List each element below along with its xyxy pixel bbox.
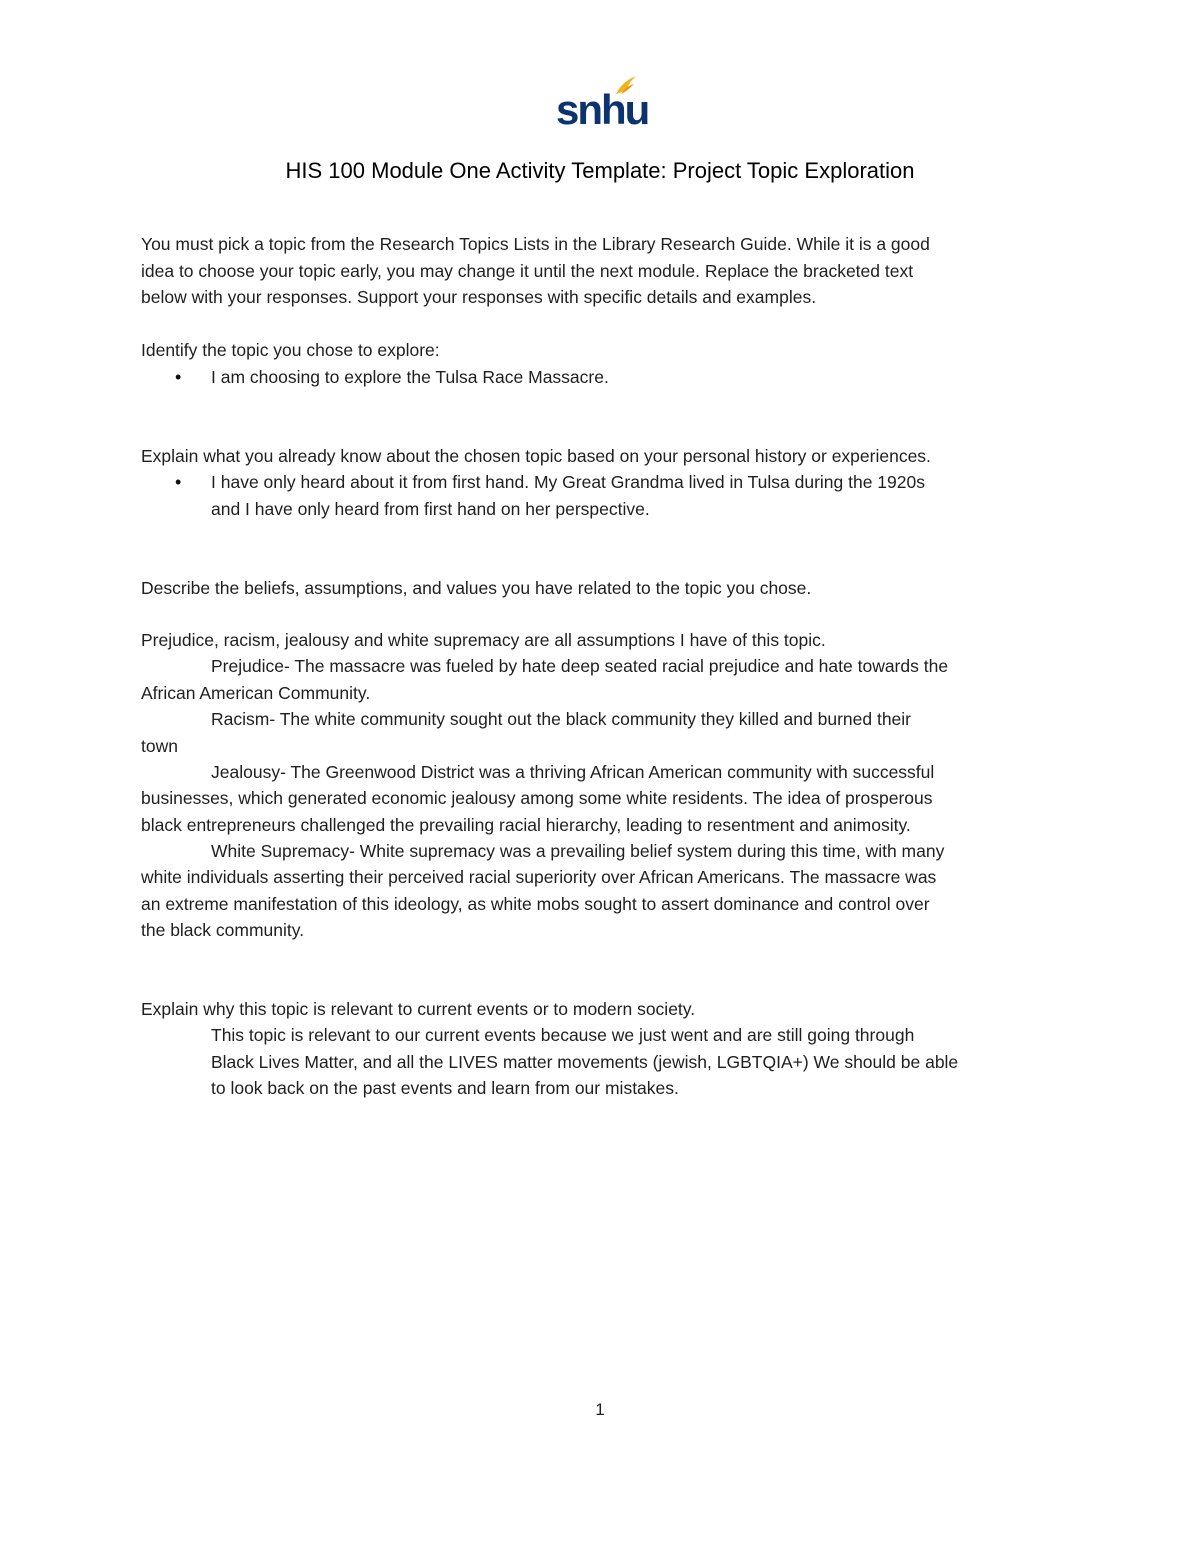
snhu-logo (556, 74, 649, 134)
answer-line: Racism- The white community sought out the black community they killed and burned their (211, 709, 912, 729)
answer-bullet: I am choosing to explore the Tulsa Race Massacre. (211, 367, 609, 387)
answer-line: I have only heard about it from first hand. My Great Grandma lived in Tulsa during the 1920s (211, 472, 925, 492)
answer-line: the black community. (141, 920, 305, 940)
answer-line: Black Lives Matter, and all the LIVES matter movements (jewish, LGBTQIA+) We should be able (211, 1052, 959, 1072)
question-prompt: Explain why this topic is relevant to current events or to modern society. (141, 999, 696, 1019)
question-prompt: Describe the beliefs, assumptions, and values you have related to the topic you chose. (141, 578, 812, 598)
logo-text: snhu (556, 86, 649, 133)
answer-line: black entrepreneurs challenged the prevailing racial hierarchy, leading to resentment and animosity. (141, 815, 911, 835)
question-prompt: Explain what you already know about the chosen topic based on your personal history or experiences. (141, 446, 931, 466)
bullet-icon: • (175, 367, 182, 387)
answer-line: to look back on the past events and learn from our mistakes. (211, 1078, 679, 1098)
answer-line: town (141, 736, 178, 756)
answer-line: African American Community. (141, 683, 371, 703)
answer-line: businesses, which generated economic jealousy among some white residents. The idea of prosperous (141, 788, 933, 808)
question-prompt: Identify the topic you chose to explore: (141, 340, 440, 360)
bullet-icon: • (175, 472, 182, 492)
answer-line: White Supremacy- White supremacy was a prevailing belief system during this time, with many (211, 841, 945, 861)
answer-intro: Prejudice, racism, jealousy and white supremacy are all assumptions I have of this topic. (141, 630, 826, 650)
answer-line: an extreme manifestation of this ideology, as white mobs sought to assert dominance and control over (141, 894, 930, 914)
intro-line: You must pick a topic from the Research Topics Lists in the Library Research Guide. While it is a good (141, 234, 930, 254)
intro-line: below with your responses. Support your responses with specific details and examples. (141, 287, 817, 307)
page-number: 1 (595, 1400, 605, 1419)
answer-line: Prejudice- The massacre was fueled by hate deep seated racial prejudice and hate towards the (211, 656, 949, 676)
answer-line: Jealousy- The Greenwood District was a thriving African American community with successful (211, 762, 935, 782)
intro-line: idea to choose your topic early, you may change it until the next module. Replace the bracketed text (141, 261, 914, 281)
page-title: HIS 100 Module One Activity Template: Project Topic Exploration (285, 158, 915, 183)
answer-line: This topic is relevant to our current events because we just went and are still going through (211, 1025, 915, 1045)
answer-line: and I have only heard from first hand on her perspective. (211, 499, 650, 519)
answer-line: white individuals asserting their perceived racial superiority over African Americans. The massacre was (141, 867, 937, 887)
